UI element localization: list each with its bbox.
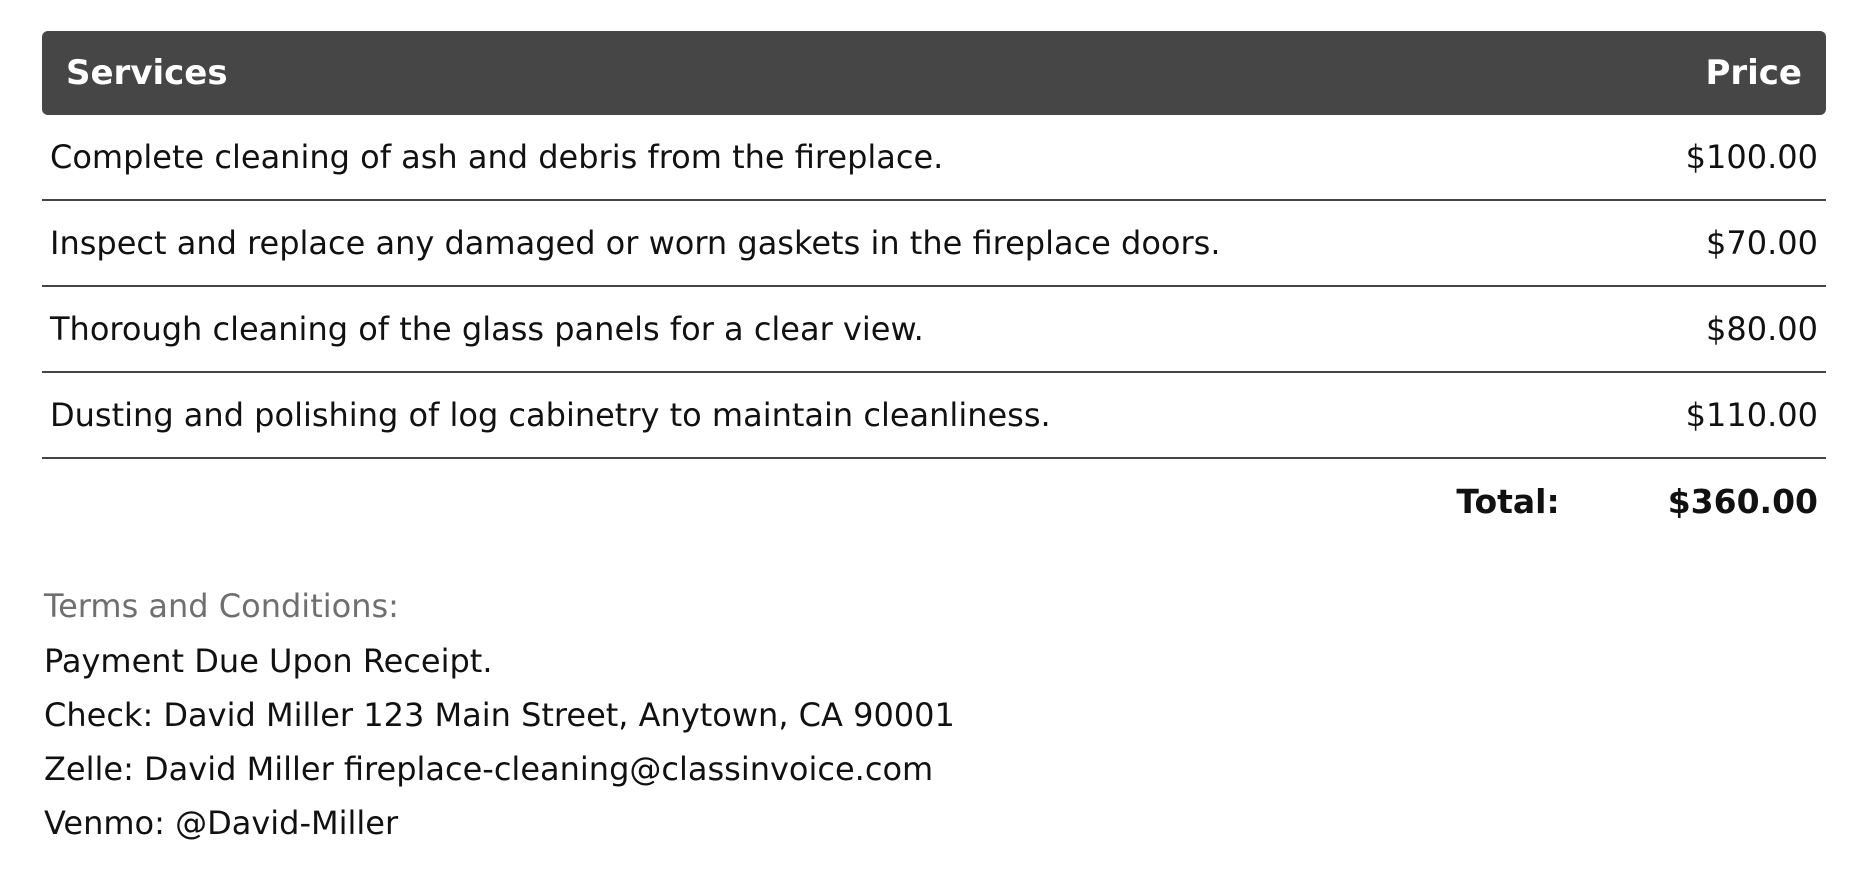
price-column-header: Price: [1705, 53, 1802, 93]
payment-terms: Payment Due Upon Receipt.: [44, 642, 493, 680]
table-row: [42, 373, 1826, 459]
zelle-payment-info: Zelle: David Miller fireplace-cleaning@classinvoice.com: [44, 750, 934, 788]
terms-title: Terms and Conditions:: [44, 587, 399, 625]
service-price: $100.00: [1685, 138, 1818, 176]
service-price: $70.00: [1706, 224, 1818, 262]
table-row: [42, 115, 1826, 201]
service-description: Inspect and replace any damaged or worn gaskets in the fireplace doors.: [50, 224, 1221, 262]
table-body: [42, 115, 1826, 459]
terms-section: [44, 578, 1244, 850]
services-table: [42, 31, 1826, 543]
table-row: [42, 201, 1826, 287]
table-header: [42, 31, 1826, 115]
check-payment-info: Check: David Miller 123 Main Street, Anytown, CA 90001: [44, 696, 955, 734]
total-label: Total:: [1456, 481, 1560, 521]
total-amount: $360.00: [1667, 481, 1818, 521]
table-row: [42, 287, 1826, 373]
venmo-payment-info: Venmo: @David-Miller: [44, 804, 399, 842]
service-description: Complete cleaning of ash and debris from the fireplace.: [50, 138, 944, 176]
total-row: [42, 459, 1826, 543]
service-price: $110.00: [1685, 396, 1818, 434]
service-description: Dusting and polishing of log cabinetry to maintain cleanliness.: [50, 396, 1051, 434]
service-description: Thorough cleaning of the glass panels for a clear view.: [50, 310, 924, 348]
service-price: $80.00: [1706, 310, 1818, 348]
services-column-header: Services: [66, 53, 228, 93]
